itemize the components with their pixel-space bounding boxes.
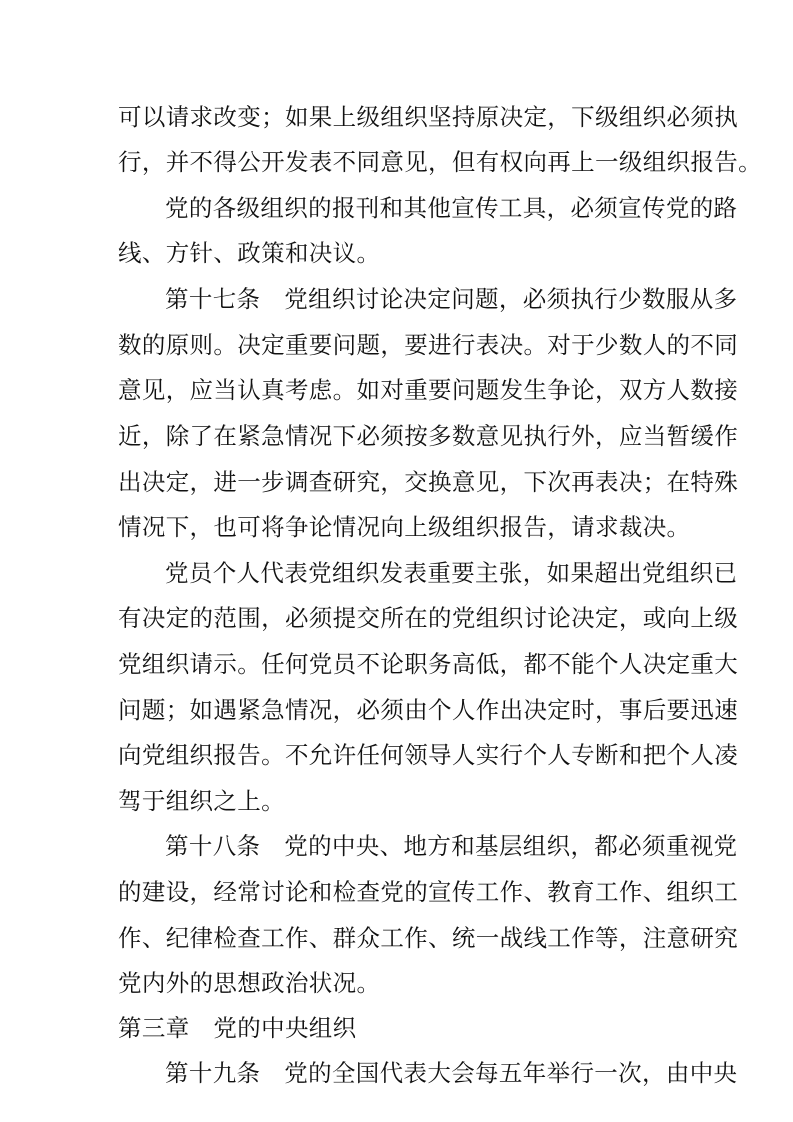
document-page — [118, 0, 762, 1122]
text-line: 问题；如遇紧急情况，必须由个人作出决定时，事后要迅速 — [118, 696, 739, 724]
text-line: 有决定的范围，必须提交所在的党组织讨论决定，或向上级 — [118, 604, 739, 632]
article-19-heading-line: 第十九条 党的全国代表大会每五年举行一次，由中央 — [165, 1059, 738, 1087]
text-line: 线、方针、政策和决议。 — [118, 239, 381, 267]
text-line: 行，并不得公开发表不同意见，但有权向再上一级组织报告。 — [118, 148, 762, 176]
text-line: 作、纪律检查工作、群众工作、统一战线工作等，注意研究 — [118, 924, 739, 952]
text-line: 党组织请示。任何党员不论职务高低，都不能个人决定重大 — [118, 650, 739, 678]
text-line: 向党组织报告。不允许任何领导人实行个人专断和把个人凌 — [118, 741, 739, 769]
text-line: 出决定，进一步调查研究，交换意见，下次再表决；在特殊 — [118, 468, 739, 496]
text-line: 党内外的思想政治状况。 — [118, 969, 381, 997]
text-line: 驾于组织之上。 — [118, 787, 285, 815]
text-line: 近，除了在紧急情况下必须按多数意见执行外，应当暂缓作 — [118, 422, 739, 450]
article-18-heading-line: 第十八条 党的中央、地方和基层组织，都必须重视党 — [165, 832, 738, 860]
text-line: 数的原则。决定重要问题，要进行表决。对于少数人的不同 — [118, 331, 739, 359]
text-line: 的建设，经常讨论和检查党的宣传工作、教育工作、组织工 — [118, 878, 739, 906]
text-line: 党的各级组织的报刊和其他宣传工具，必须宣传党的路 — [165, 194, 738, 222]
article-17-heading-line: 第十七条 党组织讨论决定问题，必须执行少数服从多 — [165, 285, 738, 313]
text-line: 党员个人代表党组织发表重要主张，如果超出党组织已 — [165, 559, 738, 587]
text-line: 意见，应当认真考虑。如对重要问题发生争论，双方人数接 — [118, 376, 739, 404]
text-line: 情况下，也可将争论情况向上级组织报告，请求裁决。 — [118, 513, 691, 541]
chapter-3-heading: 第三章 党的中央组织 — [118, 1014, 357, 1042]
text-line: 可以请求改变；如果上级组织坚持原决定，下级组织必须执 — [118, 103, 739, 131]
